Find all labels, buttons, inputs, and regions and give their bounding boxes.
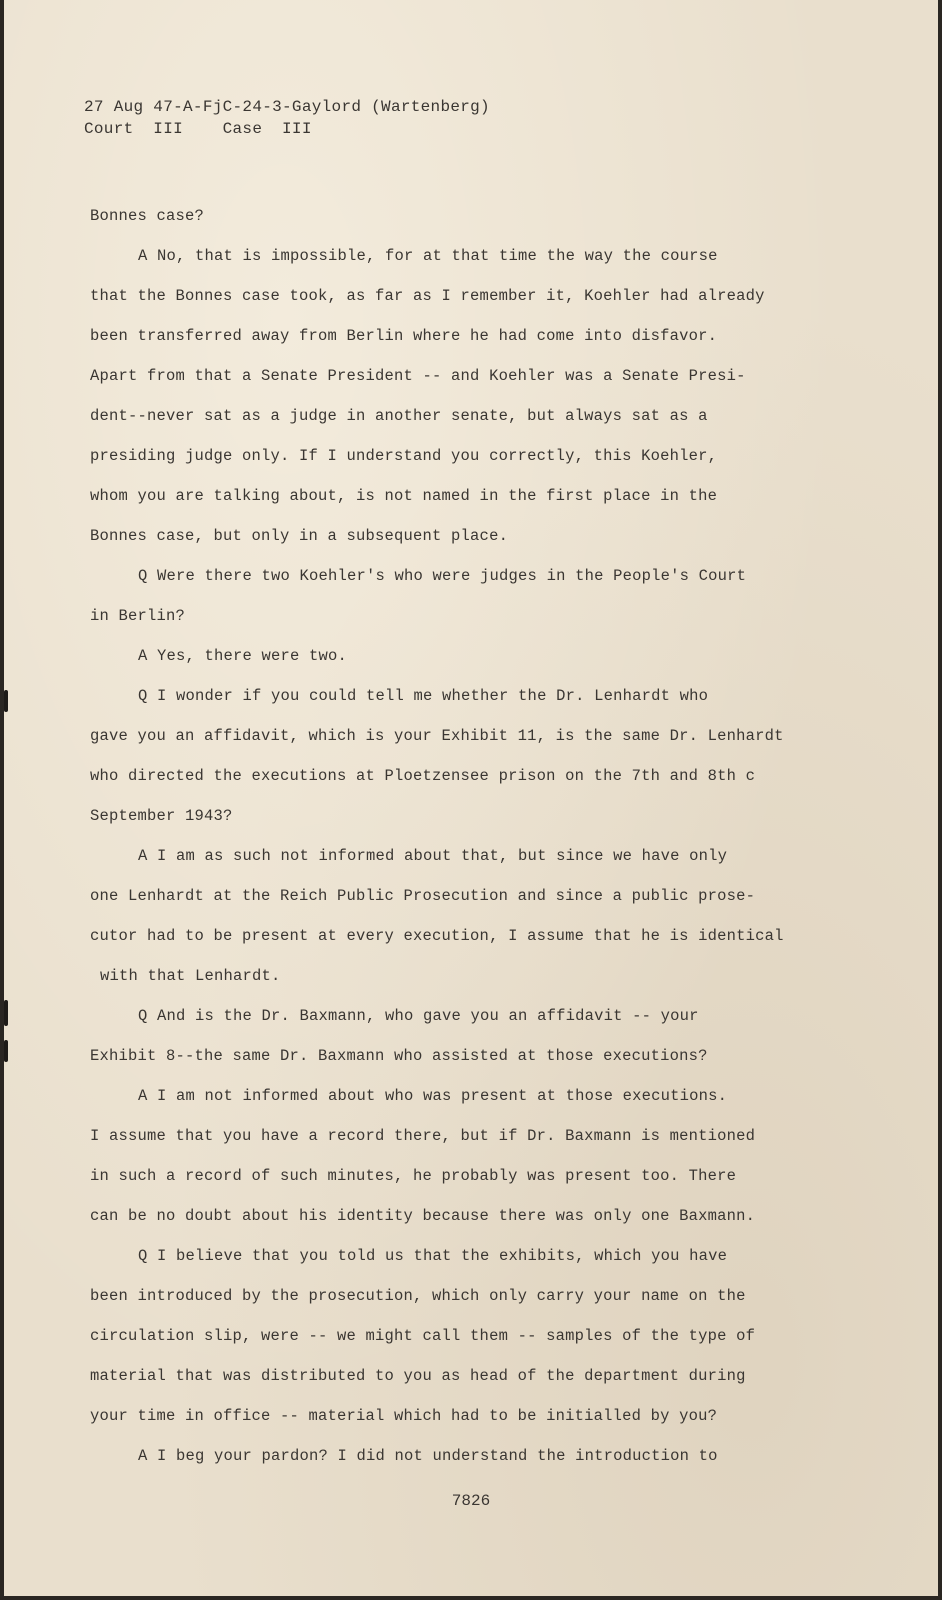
binding-mark	[4, 690, 8, 712]
document-header	[84, 96, 490, 140]
header-line-date-reference: 27 Aug 47-A-FjC-24-3-Gaylord (Wartenberg)	[84, 98, 490, 116]
transcript-line: A I am not informed about who was present at those executions.	[138, 1087, 728, 1105]
transcript-line: who directed the executions at Ploetzensee prison on the 7th and 8th c	[90, 767, 756, 785]
transcript-line: Exhibit 8--the same Dr. Baxmann who assisted at those executions?	[90, 1047, 708, 1065]
transcript-line: Q I wonder if you could tell me whether the Dr. Lenhardt who	[138, 687, 709, 705]
transcript-line: A Yes, there were two.	[138, 647, 348, 665]
transcript-line: A I beg your pardon? I did not understand the introduction to	[138, 1447, 718, 1465]
document-page	[4, 0, 938, 1596]
transcript-line: A I am as such not informed about that, but since we have only	[138, 847, 728, 865]
transcript-line: with that Lenhardt.	[100, 967, 281, 985]
transcript-line: Bonnes case, but only in a subsequent place.	[90, 527, 509, 545]
transcript-line: I assume that you have a record there, but if Dr. Baxmann is mentioned	[90, 1127, 756, 1145]
binding-mark	[4, 1000, 8, 1026]
transcript-line: material that was distributed to you as head of the department during	[90, 1367, 746, 1385]
transcript-line: Bonnes case?	[90, 207, 205, 225]
binding-mark	[4, 1040, 8, 1062]
transcript-line: whom you are talking about, is not named in the first place in the	[90, 487, 718, 505]
transcript-line: Q Were there two Koehler's who were judges in the People's Court	[138, 567, 747, 585]
transcript-line: September 1943?	[90, 807, 233, 825]
transcript-line: dent--never sat as a judge in another senate, but always sat as a	[90, 407, 708, 425]
transcript-line: presiding judge only. If I understand you correctly, this Koehler,	[90, 447, 718, 465]
transcript-line: Q I believe that you told us that the exhibits, which you have	[138, 1247, 728, 1265]
transcript-line: cutor had to be present at every execution, I assume that he is identical	[90, 927, 784, 945]
transcript-line: been transferred away from Berlin where he had come into disfavor.	[90, 327, 718, 345]
transcript-line: circulation slip, were -- we might call them -- samples of the type of	[90, 1327, 756, 1345]
transcript-line: in Berlin?	[90, 607, 186, 625]
page-number: 7826	[451, 1492, 491, 1510]
transcript-line: Apart from that a Senate President -- and Koehler was a Senate Presi-	[90, 367, 746, 385]
transcript-line: your time in office -- material which had to be initialled by you?	[90, 1407, 718, 1425]
transcript-line: in such a record of such minutes, he probably was present too. There	[90, 1167, 737, 1185]
header-line-court-case: Court III Case III	[84, 120, 312, 138]
transcript-line: Q And is the Dr. Baxmann, who gave you an affidavit -- your	[138, 1007, 699, 1025]
transcript-line: that the Bonnes case took, as far as I remember it, Koehler had already	[90, 287, 765, 305]
transcript-line: A No, that is impossible, for at that time the way the course	[138, 247, 718, 265]
transcript-line: been introduced by the prosecution, which only carry your name on the	[90, 1287, 746, 1305]
transcript-line: can be no doubt about his identity because there was only one Baxmann.	[90, 1207, 756, 1225]
transcript-line: gave you an affidavit, which is your Exhibit 11, is the same Dr. Lenhardt	[90, 727, 784, 745]
transcript-line: one Lenhardt at the Reich Public Prosecution and since a public prose-	[90, 887, 756, 905]
transcript-body	[90, 196, 850, 1476]
